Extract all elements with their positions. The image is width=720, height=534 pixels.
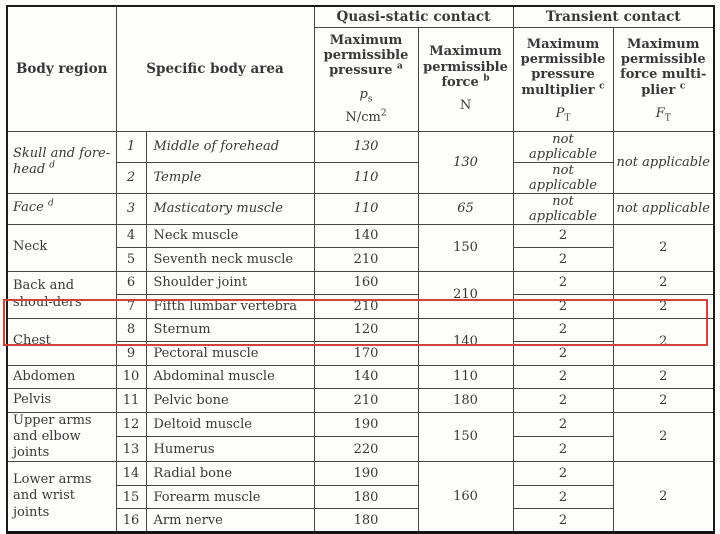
row-number: 2 [116,162,146,193]
pressure-multiplier-cell: 2 [513,389,613,413]
footnote-c: c [599,81,605,92]
pressure-multiplier-title: Maximum permissible pressure multiplier $^c$ [520,36,606,98]
force-unit: N [459,98,472,114]
row-number: 11 [116,389,146,413]
pressure-multiplier-cell: 2 [513,485,613,509]
force-multiplier-symbol: $F_T$ [655,105,671,124]
force-cell: 210 [418,271,513,318]
pressure-cell: 190 [314,462,418,486]
row-number: 16 [116,509,146,533]
row-number: 5 [116,248,146,272]
footnote-c: c [679,81,686,92]
row-number: 7 [116,295,146,319]
row-number: 14 [116,462,146,486]
specific-area-cell: Masticatory muscle [146,193,314,224]
force-cell: 65 [418,193,513,224]
table-row [7,271,714,295]
region-skull-forehead: Skull and fore-head $^d$ [7,131,116,193]
force-multiplier-cell: 2 [613,224,714,271]
force-multiplier-title: Maximum permissible force multi-plier $^c$ [620,36,707,98]
row-number: 15 [116,485,146,509]
force-multiplier-cell: 2 [613,412,714,462]
pressure-cell: 210 [314,295,418,319]
header-quasi-static-contact: Quasi-static contact [314,6,513,27]
table-row [7,462,714,486]
pressure-cell: 210 [314,248,418,272]
pressure-multiplier-cell: 2 [513,318,613,342]
specific-area-cell: Forearm muscle [146,485,314,509]
specific-area-cell: Fifth lumbar vertebra [146,295,314,319]
pressure-cell: 170 [314,342,418,366]
force-cell: 150 [418,224,513,271]
table-row [7,412,714,437]
specific-area-cell: Arm nerve [146,509,314,533]
pressure-unit: $N/cm^2$ [345,108,387,125]
footnote-b: b [483,73,490,84]
row-number: 1 [116,131,146,162]
group-header-row [7,6,714,27]
header-max-permissible-pressure [314,27,418,131]
specific-area-cell: Humerus [146,437,314,462]
pressure-cell: 180 [314,485,418,509]
pressure-multiplier-cell: 2 [513,437,613,462]
table-row [7,131,714,162]
force-cell: 140 [418,318,513,365]
body-region-limits-table [6,5,715,534]
pressure-cell: 140 [314,365,418,389]
pressure-multiplier-cell: 2 [513,342,613,366]
force-multiplier-cell: 2 [613,318,714,365]
pressure-cell: 180 [314,509,418,533]
pressure-multiplier-cell: 2 [513,295,613,319]
table-row [7,365,714,389]
pressure-multiplier-cell: 2 [513,248,613,272]
pressure-cell: 110 [314,193,418,224]
force-multiplier-cell: not applicable [613,131,714,193]
pressure-multiplier-cell: 2 [513,224,613,248]
force-cell: 130 [418,131,513,193]
specific-area-cell: Shoulder joint [146,271,314,295]
footnote-d: d [48,199,54,210]
region-neck: Neck [7,224,116,271]
pressure-cell: 120 [314,318,418,342]
header-transient-contact: Transient contact [513,6,714,27]
force-cell: 150 [418,412,513,462]
specific-area-cell: Pectoral muscle [146,342,314,366]
force-multiplier-cell: 2 [613,365,714,389]
specific-area-cell: Middle of forehead [146,131,314,162]
pressure-multiplier-cell: 2 [513,365,613,389]
force-cell: 180 [418,389,513,413]
pressure-multiplier-cell: not applicable [513,162,613,193]
pressure-multiplier-cell: 2 [513,412,613,437]
force-multiplier-cell: 2 [613,462,714,533]
region-chest: Chest [7,318,116,365]
max-force-title: Maximum permissible force $^b$ [423,44,508,90]
force-multiplier-cell: 2 [613,271,714,295]
force-multiplier-cell: 2 [613,389,714,413]
specific-area-cell: Deltoid muscle [146,412,314,437]
row-number: 13 [116,437,146,462]
force-cell: 110 [418,365,513,389]
row-number: 3 [116,193,146,224]
header-force-multiplier [613,27,714,131]
region-face: Face $^d$ [7,193,116,224]
pressure-cell: 190 [314,412,418,437]
specific-area-cell: Temple [146,162,314,193]
max-pressure-title: Maximum permissible pressure $^a$ [323,32,409,79]
pressure-multiplier-cell: 2 [513,271,613,295]
force-multiplier-cell: not applicable [613,193,714,224]
specific-area-cell: Abdominal muscle [146,365,314,389]
pressure-cell: 220 [314,437,418,462]
pressure-cell: 210 [314,389,418,413]
header-max-permissible-force [418,27,513,131]
region-back-shoulders: Back and shoul-ders [7,271,116,318]
force-cell: 160 [418,462,513,533]
header-specific-body-area: Specific body area [116,6,314,131]
pressure-cell: 110 [314,162,418,193]
pressure-multiplier-cell: not applicable [513,131,613,162]
pressure-cell: 160 [314,271,418,295]
row-number: 9 [116,342,146,366]
header-body-region: Body region [7,6,116,131]
region-upper-arms: Upper arms and elbow joints [7,412,116,462]
specific-area-cell: Neck muscle [146,224,314,248]
region-pelvis: Pelvis [7,389,116,413]
specific-area-cell: Seventh neck muscle [146,248,314,272]
region-lower-arms: Lower arms and wrist joints [7,462,116,533]
footnote-a: a [397,62,403,72]
table-row [7,224,714,248]
specific-area-cell: Radial bone [146,462,314,486]
specific-area-cell: Pelvic bone [146,389,314,413]
row-number: 6 [116,271,146,295]
header-pressure-multiplier [513,27,613,131]
row-number: 8 [116,318,146,342]
row-number: 4 [116,224,146,248]
row-number: 10 [116,365,146,389]
pressure-multiplier-cell: not applicable [513,193,613,224]
specific-area-cell: Sternum [146,318,314,342]
pressure-cell: 140 [314,224,418,248]
row-number: 12 [116,412,146,437]
footnote-d: d [49,160,56,171]
pressure-symbol: $p_s$ [359,86,373,105]
region-abdomen: Abdomen [7,365,116,389]
force-multiplier-cell: 2 [613,295,714,319]
pressure-multiplier-symbol: $P_T$ [555,105,571,124]
table-row [7,389,714,413]
table-row [7,193,714,224]
pressure-multiplier-cell: 2 [513,509,613,533]
pressure-multiplier-cell: 2 [513,462,613,486]
pressure-cell: 130 [314,131,418,162]
table-row-chest [7,318,714,342]
